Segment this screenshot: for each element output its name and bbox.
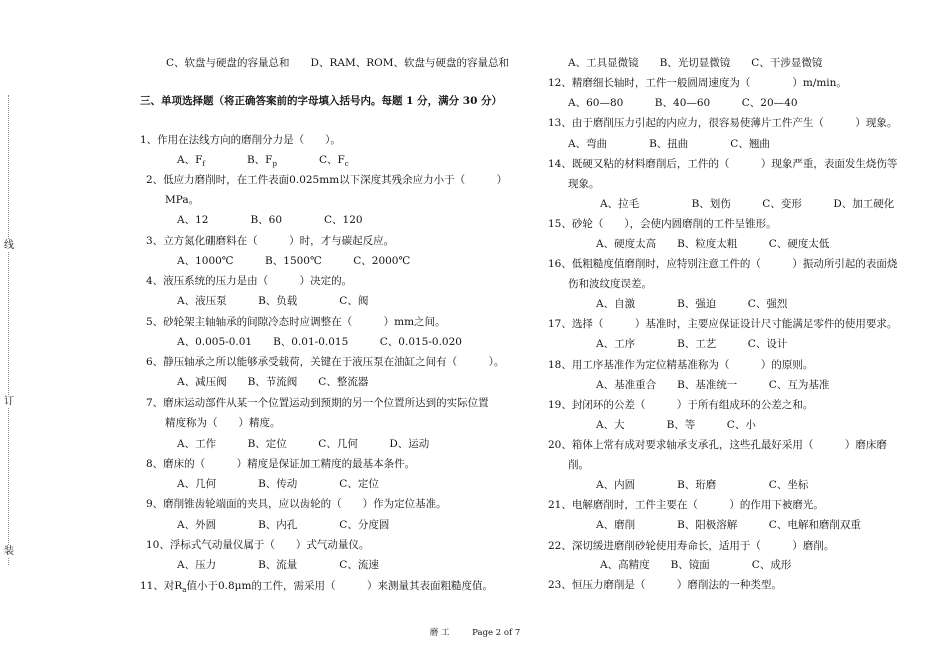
page-footer <box>0 626 950 638</box>
left-line: A、减压阀 B、节流阀 C、整流器 <box>177 376 369 388</box>
right-line: 21、电解磨削时，工件主要在（ ）的作用下被磨光。 <box>548 499 824 511</box>
right-line: 削。 <box>568 459 589 471</box>
left-line: A、0.005-0.01 B、0.01-0.015 C、0.015-0.020 <box>177 336 462 348</box>
left-line: 9、磨削锥齿轮端面的夹具，应以齿轮的（ ）作为定位基准。 <box>146 498 447 510</box>
footer-page-number: Page 2 of 7 <box>472 628 521 638</box>
right-line: A、高精度 B、镜面 C、成形 <box>600 559 792 571</box>
right-line: A、自激 B、强迫 C、强烈 <box>596 298 788 310</box>
left-line: 11、对$R_a$值小于0.8μm的工件，需采用（ ）来测量其表面粗糙度值。 <box>140 580 493 595</box>
binding-line <box>8 95 10 565</box>
left-line: 4、液压系统的压力是由（ ）决定的。 <box>146 275 353 287</box>
left-line: 1、作用在法线方向的磨削分力是（ ）。 <box>140 134 341 146</box>
binding-mark-zhuang: 装 <box>4 546 14 557</box>
left-line: A、$F_f$ B、$F_p$ C、$F_c$ <box>177 154 349 169</box>
left-line: 6、静压轴承之所以能够承受载荷，关键在于液压泵在油缸之间有（ ）。 <box>146 356 505 368</box>
binding-mark-ding: 订 <box>4 396 14 407</box>
right-line: A、基准重合 B、基准统一 C、互为基准 <box>596 379 830 391</box>
left-line: A、压力 B、流量 C、流速 <box>177 559 379 571</box>
left-line: A、12 B、60 C、120 <box>177 214 363 226</box>
left-line: A、几何 B、传动 C、定位 <box>177 478 379 490</box>
left-line: 7、磨床运动部件从某一个位置运动到预期的另一个位置所达到的实际位置 <box>146 397 489 409</box>
right-line: A、磨削 B、阳极溶解 C、电解和磨削双重 <box>596 519 861 531</box>
left-line: MPa。 <box>165 194 200 206</box>
right-line: 14、既硬又粘的材料磨削后，工件的（ ）现象严重，表面发生烧伤等 <box>548 158 898 170</box>
right-line: 23、恒压力磨削是（ ）磨削法的一种类型。 <box>548 579 782 591</box>
left-line: 2、低应力磨削时，在工件表面0.025mm以下深度其残余应力小于（ ） <box>146 174 508 186</box>
left-line: C、软盘与硬盘的容量总和 D、RAM、ROM、软盘与硬盘的容量总和 <box>166 57 509 69</box>
right-line: 伤和波纹度误差。 <box>568 278 652 290</box>
right-line: 22、深切缓进磨削砂轮使用寿命长，适用于（ ）磨削。 <box>548 540 835 552</box>
left-line: 5、砂轮架主轴轴承的间隙冷态时应调整在（ ）mm之间。 <box>146 316 446 328</box>
left-line: 8、磨床的（ ）精度是保证加工精度的最基本条件。 <box>146 458 416 470</box>
right-line: A、拉毛 B、划伤 C、变形 D、加工硬化 <box>600 198 895 210</box>
right-line: A、硬度太高 B、粒度太粗 C、硬度太低 <box>596 238 830 250</box>
right-line: 20、箱体上常有成对要求轴承支承孔，这些孔最好采用（ ）磨床磨 <box>548 439 887 451</box>
right-line: 18、用工序基准作为定位精基准称为（ ）的原则。 <box>548 359 814 371</box>
right-line: 现象。 <box>568 178 600 190</box>
footer-subject: 磨 工 <box>429 628 450 638</box>
right-line: A、内圆 B、珩磨 C、坐标 <box>596 479 809 491</box>
binding-mark-xian: 线 <box>4 240 14 251</box>
right-line: A、弯曲 B、扭曲 C、翘曲 <box>568 138 770 150</box>
left-line: 10、浮标式气动量仪属于（ ）式气动量仪。 <box>146 539 370 551</box>
right-line: 16、低粗糙度值磨削时，应特别注意工件的（ ）振动所引起的表面烧 <box>548 258 898 270</box>
right-line: 17、选择（ ）基准时，主要应保证设计尺寸能满足零件的使用要求。 <box>548 318 898 330</box>
right-line: 19、封闭环的公差（ ）于所有组成环的公差之和。 <box>548 399 814 411</box>
right-line: 15、砂轮（ ），会使内圆磨削的工件呈锥形。 <box>548 218 777 230</box>
right-line: 13、由于磨削压力引起的内应力，很容易使薄片工件产生（ ）现象。 <box>548 117 898 129</box>
left-line: A、1000℃ B、1500℃ C、2000℃ <box>177 255 411 267</box>
left-line: A、工作 B、定位 C、几何 D、运动 <box>177 438 430 450</box>
left-line: A、外圆 B、内孔 C、分度圆 <box>177 519 390 531</box>
right-line: A、工具显微镜 B、光切显微镜 C、干涉显微镜 <box>568 57 823 69</box>
section-heading: 三、单项选择题（将正确答案前的字母填入括号内。每题 1 分，满分 30 分） <box>140 95 503 107</box>
right-line: A、工序 B、工艺 C、设计 <box>596 338 788 350</box>
left-line: 3、立方氮化硼磨料在（ ）时，才与碳起反应。 <box>146 235 395 247</box>
left-line: A、液压泵 B、负载 C、阀 <box>177 295 369 307</box>
left-line: 精度称为（ ）精度。 <box>165 417 281 429</box>
right-line: 12、精磨细长轴时，工件一般圆周速度为（ ）m/min。 <box>548 77 847 89</box>
right-line: A、大 B、等 C、小 <box>596 419 756 431</box>
right-line: A、60—80 B、40—60 C、20—40 <box>568 97 798 109</box>
